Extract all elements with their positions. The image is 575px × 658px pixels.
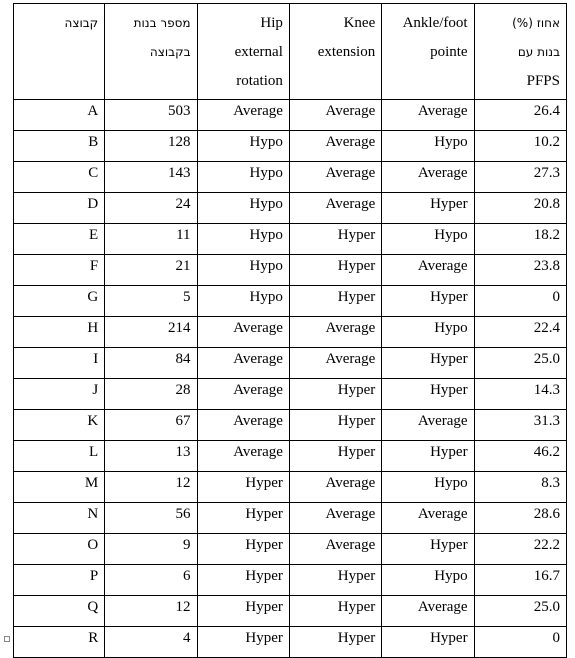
cell-count: 12: [105, 596, 197, 627]
cell-ankle: Hypo: [382, 317, 474, 348]
cell-knee: Average: [289, 534, 381, 565]
cell-ankle: Hypo: [382, 472, 474, 503]
cell-pct: 20.8: [474, 193, 566, 224]
cell-ankle: Hypo: [382, 224, 474, 255]
cell-group: K: [14, 410, 105, 441]
header-ankle-line2: pointe: [430, 44, 468, 60]
cell-ankle: Hyper: [382, 286, 474, 317]
header-hip-line2: external: [234, 44, 283, 60]
cell-knee: Average: [289, 162, 381, 193]
table-row: [14, 131, 567, 162]
cell-knee: Hyper: [289, 565, 381, 596]
header-hip-line3: rotation: [236, 73, 283, 89]
header-pct-line2: בנות עם: [517, 45, 560, 59]
cell-pct: 31.3: [474, 410, 566, 441]
cell-pct: 22.4: [474, 317, 566, 348]
cell-count: 143: [105, 162, 197, 193]
table-row: [14, 224, 567, 255]
cell-count: 24: [105, 193, 197, 224]
header-count-line1: מספר בנות: [133, 16, 191, 30]
cell-count: 28: [105, 379, 197, 410]
cell-hip: Average: [197, 379, 289, 410]
cell-ankle: Average: [382, 255, 474, 286]
header-pct-line3: PFPS: [526, 73, 560, 89]
cell-pct: 22.2: [474, 534, 566, 565]
cell-knee: Average: [289, 472, 381, 503]
table-row: [14, 627, 567, 658]
cell-group: I: [14, 348, 105, 379]
cell-hip: Hypo: [197, 224, 289, 255]
header-knee-line1: Knee: [343, 15, 376, 31]
cell-knee: Hyper: [289, 379, 381, 410]
header-hip: [197, 4, 289, 100]
cell-hip: Hypo: [197, 162, 289, 193]
cell-ankle: Hyper: [382, 348, 474, 379]
cell-count: 13: [105, 441, 197, 472]
cell-pct: 18.2: [474, 224, 566, 255]
cell-pct: 0: [474, 627, 566, 658]
header-group-label: קבוצה: [64, 16, 99, 30]
cell-knee: Hyper: [289, 627, 381, 658]
cell-group: R: [14, 627, 105, 658]
cell-pct: 46.2: [474, 441, 566, 472]
table-row: [14, 472, 567, 503]
cell-group: C: [14, 162, 105, 193]
cell-hip: Hypo: [197, 193, 289, 224]
cell-ankle: Average: [382, 162, 474, 193]
cell-knee: Hyper: [289, 255, 381, 286]
pfps-table-container: [13, 3, 567, 658]
cell-hip: Average: [197, 410, 289, 441]
cell-hip: Hyper: [197, 503, 289, 534]
cell-pct: 27.3: [474, 162, 566, 193]
header-ankle-line1: Ankle/foot: [402, 15, 468, 31]
cell-hip: Hyper: [197, 565, 289, 596]
cell-ankle: Hyper: [382, 441, 474, 472]
cell-count: 56: [105, 503, 197, 534]
table-row: [14, 100, 567, 131]
cell-hip: Hyper: [197, 596, 289, 627]
cell-pct: 16.7: [474, 565, 566, 596]
cell-knee: Average: [289, 131, 381, 162]
cell-count: 12: [105, 472, 197, 503]
cell-pct: 25.0: [474, 348, 566, 379]
cell-hip: Average: [197, 317, 289, 348]
table-row: [14, 596, 567, 627]
table-row: [14, 193, 567, 224]
cell-knee: Hyper: [289, 441, 381, 472]
cell-group: J: [14, 379, 105, 410]
cell-knee: Average: [289, 100, 381, 131]
cell-hip: Hypo: [197, 131, 289, 162]
header-row: [14, 4, 567, 100]
table-row: [14, 162, 567, 193]
header-hip-line1: Hip: [260, 15, 283, 31]
cell-group: Q: [14, 596, 105, 627]
cell-ankle: Hyper: [382, 379, 474, 410]
cell-count: 4: [105, 627, 197, 658]
header-knee: [289, 4, 381, 100]
cell-pct: 28.6: [474, 503, 566, 534]
cell-ankle: Hyper: [382, 534, 474, 565]
header-pct-line1: אחוז (%): [512, 16, 560, 30]
cell-group: L: [14, 441, 105, 472]
cell-group: F: [14, 255, 105, 286]
cell-knee: Hyper: [289, 410, 381, 441]
table-row: [14, 410, 567, 441]
cell-hip: Hyper: [197, 472, 289, 503]
cell-ankle: Hypo: [382, 131, 474, 162]
cell-count: 214: [105, 317, 197, 348]
cell-ankle: Average: [382, 100, 474, 131]
cell-pct: 23.8: [474, 255, 566, 286]
header-count: [105, 4, 197, 100]
cell-ankle: Hypo: [382, 565, 474, 596]
cell-pct: 0: [474, 286, 566, 317]
cell-group: P: [14, 565, 105, 596]
cell-hip: Hypo: [197, 255, 289, 286]
table-row: [14, 348, 567, 379]
cell-count: 11: [105, 224, 197, 255]
cell-hip: Hyper: [197, 534, 289, 565]
cell-group: M: [14, 472, 105, 503]
cell-knee: Average: [289, 503, 381, 534]
table-anchor-handle[interactable]: [4, 636, 10, 642]
header-ankle: [382, 4, 474, 100]
cell-hip: Average: [197, 348, 289, 379]
cell-knee: Hyper: [289, 224, 381, 255]
cell-ankle: Average: [382, 503, 474, 534]
cell-ankle: Hyper: [382, 193, 474, 224]
cell-count: 67: [105, 410, 197, 441]
table-row: [14, 503, 567, 534]
cell-pct: 10.2: [474, 131, 566, 162]
cell-count: 21: [105, 255, 197, 286]
header-count-line2: בקבוצה: [149, 45, 191, 59]
cell-hip: Average: [197, 441, 289, 472]
table-row: [14, 317, 567, 348]
table-row: [14, 255, 567, 286]
cell-pct: 14.3: [474, 379, 566, 410]
cell-hip: Hyper: [197, 627, 289, 658]
cell-count: 9: [105, 534, 197, 565]
cell-group: G: [14, 286, 105, 317]
cell-pct: 25.0: [474, 596, 566, 627]
table-row: [14, 565, 567, 596]
cell-hip: Hypo: [197, 286, 289, 317]
cell-count: 5: [105, 286, 197, 317]
cell-group: N: [14, 503, 105, 534]
cell-count: 84: [105, 348, 197, 379]
header-group: [14, 4, 105, 100]
cell-group: H: [14, 317, 105, 348]
cell-knee: Hyper: [289, 596, 381, 627]
cell-ankle: Average: [382, 596, 474, 627]
cell-group: E: [14, 224, 105, 255]
table-row: [14, 534, 567, 565]
header-pct: [474, 4, 566, 100]
cell-count: 128: [105, 131, 197, 162]
table-row: [14, 379, 567, 410]
table-row: [14, 441, 567, 472]
cell-count: 6: [105, 565, 197, 596]
cell-ankle: Hyper: [382, 627, 474, 658]
cell-group: B: [14, 131, 105, 162]
header-knee-line2: extension: [317, 44, 376, 60]
cell-count: 503: [105, 100, 197, 131]
cell-group: A: [14, 100, 105, 131]
cell-knee: Hyper: [289, 286, 381, 317]
cell-group: O: [14, 534, 105, 565]
pfps-groups-table: [13, 3, 567, 658]
cell-hip: Average: [197, 100, 289, 131]
table-body: [14, 4, 567, 658]
cell-knee: Average: [289, 317, 381, 348]
table-row: [14, 286, 567, 317]
cell-pct: 26.4: [474, 100, 566, 131]
cell-group: D: [14, 193, 105, 224]
cell-ankle: Average: [382, 410, 474, 441]
cell-pct: 8.3: [474, 472, 566, 503]
cell-knee: Average: [289, 348, 381, 379]
cell-knee: Average: [289, 193, 381, 224]
